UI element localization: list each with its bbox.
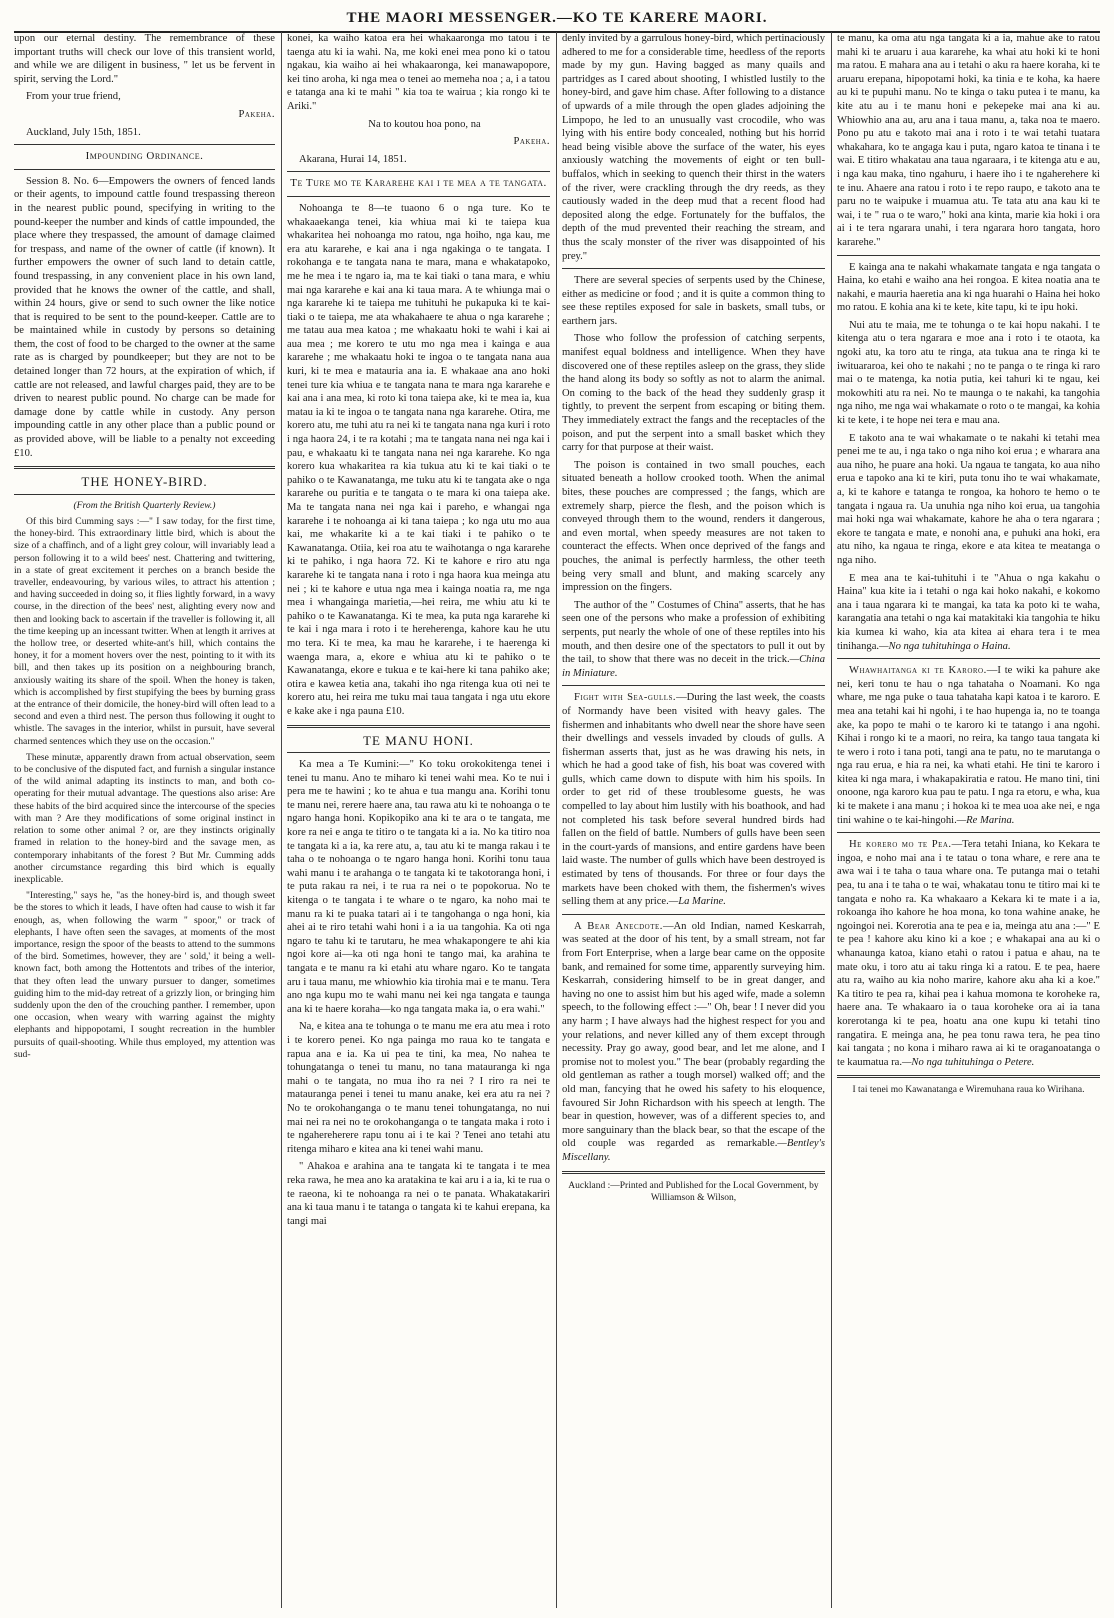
serpents-paragraph: Those who follow the profession of catching serpents, manifest equal boldness and intelligence. When they have discovered one of these reptiles asleep on the grass, they slide the hand along its body so softly as not to alarm the animal. On coming to the back of the head they suddenly grasp it tightly, to prevent the serpent from escaping or biting them. They immediately extract the fangs and the receptacles of the poison, and put the serpent into a small basket which they carry for that purpose at their waist. <box>562 333 825 454</box>
karoro-source: —Re Marina. <box>956 814 1015 826</box>
karoro-article <box>837 664 1100 827</box>
letter-date-maori: Akarana, Hurai 14, 1851. <box>299 153 407 165</box>
columns <box>14 32 1100 1608</box>
letter-closing-maori: konei, ka waiho katoa era hei whakaaronga mo tatou i te taenga atu ki ia wahi. Na, me koki enei mea pono ki o tatou ngakau, kia waiho ai hei whakaaronga, kei manawapopore, kei tino aroha, ki nga mea o tenei ao memeha noa ; a, i a tatou e tatanga ana ki te mahi " kia toa te wairua ; kia rongo ki te Ariki." <box>287 33 550 112</box>
pea-source: —No nga tuhituhinga o Petere. <box>902 1056 1035 1068</box>
pea-lead: He korero mo te Pea. <box>849 839 952 851</box>
divider <box>287 171 550 172</box>
imprint: Auckland :—Printed and Published for the Local Government, by Williamson & Wilson, <box>568 1180 819 1203</box>
manu-honi-title: TE MANU HONI. <box>363 732 474 748</box>
seagulls-source: —La Marine. <box>668 896 726 908</box>
bear-article <box>562 920 825 1165</box>
divider <box>837 658 1100 659</box>
manu-honi-paragraph: Na, e kitea ana te tohunga o te manu me era atu mea i roto i te korero penei. Ko nga painga mo raua ko te tangata e rapua ana e ia. Ka ui pea te tini, ka mea, No nahea te tohungatanga o tenei tu manu, no tana matauranga ki nga mahi o te tangata, no mua iho ra nei ? I riro ra nei te matauranga penei i tenei tu manu anake, kei era atu ra nei ? No te orokohanganga o te manu tenei tohungatanga, no nui mai nei ra nei no te orokohanganga o te tangata maka i roto i te ngahereherere rapu tonu ai i te kai ? Tenei ano tetahi atu ritenga miharo e kitea ana ki tenei wahi manu. <box>287 1021 550 1155</box>
letter-date: Auckland, July 15th, 1851. <box>26 126 141 138</box>
divider <box>837 255 1100 256</box>
seagulls-text: —During the last week, the coasts of Normandy have been visited with heavy gales. The fishermen and inhabitants who dwell near the shore have seen their dwellings and vessels invaded by clouds of gulls. A fisherman asserts that, just as he was drawing his nets, in which he had a good take of fish, his boat was covered with gulls, which came down to dispute with him his spoils. In order to get rid of these troublesome guests, he was compelled to lay about him lustily with his boathook, and had not completed his task before several hundred birds had fallen on the field of battle. Numbers of gulls have been seen in the court-yards of mansions, and entire gardens have been laid waste. The number of gulls which have been destroyed is estimated by tens of thousands. For three or four days the markets have been choked with them, the fishermen's wives selling them at any price. <box>562 692 825 908</box>
divider <box>837 832 1100 833</box>
pea-article <box>837 838 1100 1069</box>
manu-honi-continuation: te manu, ka oma atu nga tangata ki a ia, mahue ake to ratou mahi ki te aruaru i aua kararehe, ka whai atu hoki ki te honi ma ratou. E mahara ana au i tetahi o aku ra haere koraha, ki te aruaru erepana, hipopotami hoki, ka tinia e te koha, ka haere au ki te pupuhi manu. No te kinga o taku putea i te manu, ka kite atu au i te manu honi e pekepeke mai ana ki au. Whiowhio ana au, aru ana i taua manu, a, taka noa te maero. Pono pu atu e takoto mai ana i roto i te wai tetahi tuatara whakahara, ko te angaga kau i puta, ngaro katoa te tinana i te wai. E titiro whakatau ana taua ngaraara, i te kitenga atu e au, i nga kau maka, tino ngahuru, i haere iho i te ngahereherе ki te inu. Ahaere ana ratou i roto i te repo raupo, e takoto ana te paru no te waipuke i muamua atu. Te tata atu ana kau ki te wai, i te " rua o te waro," hoki ana kinta, marie kia hoki i ora ai i te tera ngarara unahi, i tera ngarara horo tangata, horo kararehe." <box>837 33 1100 248</box>
column-rule <box>281 32 282 1608</box>
column-rule <box>831 32 832 1608</box>
karoro-lead: Whawhaitanga ki te Karoro. <box>849 665 987 677</box>
honeybird-title: THE HONEY-BIRD. <box>81 474 208 490</box>
manu-honi-paragraph: Ka mea a Te Kumini:—" Ko toku orokokitenga tenei i tenei tu manu. Ano te miharo ki tenei wahi mea. Ko te nui i pera me te hawini ; ko te ahua e tua mangu ana. Korihi tonu te manu nei, rerere haere ana, tau rawa atu ki te nohoanga o te ngaro hanga honi. Kopikopiko ana ki te ara o te tangata, me kore ra nei e anga te titiro o te tangata ki a ia. No ka titiro noa te tangata ki a ia, ka rere atu, a, tau atu ki te manga rakau i te taha o te nohoanga o te ngaro hanga honi. Korihi tonu taua wahi manu i te arahanga o te tangata ki te takotoranga honi, i te puta rakau ra nei, i te rua ra nei o te popokorua. No te kitenga o te tangata i te whare o te ngaro, ka noho mai te manu ra ki te puaka tatari ai i te tangohanga o nga honi, kia ahei ai te riro tetahi wahi honi i a ia ua tangohia. Ka oti nga ngaro te tahu ki te tarutaru, he mea whakapongere te ahi kia ngoi kore ai—ka oti nga honi te tango mai, ka arahina te tangata e te manu ra ki etahi atu whare ngaro. Ko te tangata aru i taua manu, me whiowhio kia tirohia mai e te manu. Tera ano nga kupu mo te wahi manu nei kei nga tangata e taunga ana ki te haere koraha—ko nga tangata maka ia, o era wahi." <box>287 759 550 1015</box>
seagulls-lead: Fight with Sea-gulls. <box>574 692 677 704</box>
serpents-source: —China in Miniature. <box>562 654 825 679</box>
haina-paragraph: E takoto ana te wai whakamate o te nakahi ki tetahi mea penei me te au, i nga tako o nga niho koi erua ; e wharara ana aua niho, he puare ana hoki. Ua ngaua te tangata, ko aua niho erua e tapoko ana ki te kiri, puta tonu iho te wai whakamate, a, ki te kahore e tatanga te rongoa, ka hohoro te hemo o te tangata i ngaua ra. Ua unuhia nga niho koi erua, ua tangohia mai hoki nga wai whakamate, kahore he aha o tera ngarara ; ekore te tangata e mate, e nonohi ana, e puhuki ana hoki, era atu niho, ka ngaua te ringa, ekore e ata kitea te meatanga o nga niho. <box>837 432 1100 566</box>
honeybird-continuation: denly invited by a garrulous honey-bird, which pertinaciously adhered to me for a considerable time, heedless of the reports made by my gun. Having bagged as many quails and partridges as I cared about shooting, I whistled lustily to the honey-bird, and gave him chase. After following to a distance of upwards of a mile through the open glades adjoining the Limpopo, he led to an unusually vast crocodile, who was lying with his entire body concealed, nothing but his horrid head being visible above the surface of the water, his eyes anxiously watching the movements of eight or ten bull-buffalos, which in seeking to quench their thirst in the waters of the river, were crackling through the dry reeds, as they cautiously waded in the deep mud that a recent flood had deposited along the edge. Fortunately for the buffalos, the depth of the mud prevented their reaching the stream, and thus the scaly monster of the river was disappointed of his prey." <box>562 33 825 262</box>
manu-honi-paragraph: " Ahakoa e arahina ana te tangata ki te tangata i te mea reka rawa, he mea ano ka aratakina te kai aru i a ia, ki te rua o te raeona, ki te nohoanga ra nei o te panata. Whakatakariri ana ki taua manu i te tatanga o tangata ki te kahui erepana, ka tangi mai <box>287 1161 550 1227</box>
ture-text: Nohoanga te 8—te tuaono 6 o nga ture. Ko te whakaaekanga tenei, kia whiua mai ki te taiepa kua whakaritea hei nohoanga mo ratou, nga hoiho, nga kau, me era atu kararehe, e kai ana i nga ngakinga o te tangata. I rokohanga e te tangata nana te mara, mana e whakatapoko, me he mea i te ngaro ia, ma te kai tiaki o tana mara, e whiu mai nga kararehe e kai ana ki taua mara. A te whiunga mai o nga kararehe ki te taiepa me tuhituhi he pukapuka ki te kai-tiaki o te taiepa, me ata whakahaere te ahua o nga kararehe ; me tatau aua mea katoa ; me whakaatu hoki te wahi i kai ai aua mea ; me korero te utu mo nga mea i kainga e aua kararehe ; me whakaatu hoki te ingoa o te tangata nana aua kuri, ki te mea e matauria ana ia. E whakaae ana ano hoki tenei ture kia whiua e te tangata nana te mara nga kararehe e kai ana i ana mea, ki roto ki tona taiepa ake, ki te mea ia, kua matau ia ki te ingoa o te tangata nana nga kararehe. Otira, me korero atu, me tuhi atu ra nei ki te tangata nana nga kuri i roto i nga haora 24, i te ra kotahi ; ma te tangata nana nei nga kai i pau, e whakaatu ki te tangata nana nei nga kararehe. Ko nga korero kua whakaritea ra kia tukua atu ki te kai tiaki o te pahiko o te Kawanatanga, me tuku atu ki te tangata ake o nga kararehe ou puritia e te tangata o te mara ki ona taiepa ake. Ma te tangata nana nei nga kai i pareho, e whangai nga kararehe i te nohoanga ai ki tana taiepa ; ko nga utu mo aua kai, me whakarite ki a te kai tiaki i te pahiko o te Kawanatanga. Otiia, kei roa atu te waihotanga o nga kararehe ki te pahiko, i nga haora 72. Ki te kahore e riro atu nga kararehe ki te tangata nana i roto i nga haora kua meinga atu nei ; ki te kahore e utua nga mea i kainga noatia ra, me nga mea i whangainga marietia,—hei reira, me whiu atu ki te pahiko o te Kawanatanga. Ki te mea, ka puta nga kararehe ki te kai i nga mara i roto i te hereherenga, kahore kau he utu mo tera. Ki te mea, ka mau he kararehe, i te haerenga ki waenga mara, a, ekore e whiua atu ki te pahiko o te Kawanatanga, ekore e tukua e te kai-here ki tana pahiko ake; otira e kawea ketia ana, takahi iho nga ritenga kua oti nei te korero atu, hei reira me tuku mai taua tangata i nga utu ekore e kake ake i nga pauna £10. <box>287 202 550 717</box>
letter-signature: Pakeha. <box>238 108 275 120</box>
bear-lead: A Bear Anecdote. <box>574 920 663 932</box>
letter-valediction: From your true friend, <box>26 91 121 103</box>
column-4 <box>837 32 1100 1608</box>
divider <box>14 494 275 495</box>
bear-source: —Bentley's Miscellany. <box>562 1138 825 1163</box>
divider <box>837 1075 1100 1078</box>
honeybird-paragraph: These minutæ, apparently drawn from actual observation, seem to be conclusive of the disputed fact, and furnish a singular instance of the wild animal adapting its instincts to man, and both co-operating for their mutual advantage. The questions also arise: Are these habits of the bird acquired since the intercourse of the species with man ? Are they modifications of some original instinct in relation to some other animal ? or, are they instincts originally framed in relation to the honey-bird and the savage men, as contemporary inhabitants of the forest ? But Mr. Cumming adds another circumstance regarding this bird which is equally inexplicable. <box>14 751 275 885</box>
letter-valediction-maori: Na to koutou hoa pono, na <box>368 118 481 130</box>
imprint-maori: I tai tenei mo Kawanatanga e Wiremuhana raua ko Wirihana. <box>852 1085 1085 1096</box>
divider <box>14 466 275 469</box>
divider <box>14 144 275 145</box>
serpents-text: The author of the " Costumes of China" asserts, that he has seen one of the persons who make a profession of exhibiting serpents, put nearly the whole of one of these reptiles into his mouth, and then desire one of the spectators to pull it out by the tail, to show that there was no deceit in the trick. <box>562 599 825 666</box>
ture-heading: Te Ture mo te Kararehe kai i te mea a te tangata. <box>290 177 547 190</box>
divider <box>562 1171 825 1174</box>
divider <box>14 169 275 170</box>
serpents-paragraph <box>562 599 825 681</box>
divider <box>562 268 825 269</box>
divider <box>287 752 550 753</box>
masthead: THE MAORI MESSENGER.—KO TE KARERE MAORI. <box>14 8 1100 33</box>
column-2 <box>287 32 550 1608</box>
serpents-paragraph: There are several species of serpents used by the Chinese, either as medicine or food ; and it is quite a common thing to see these reptiles exposed for sale in baskets, small tubs, or earthern jars. <box>562 275 825 327</box>
seagulls-article <box>562 691 825 909</box>
column-rule <box>556 32 557 1608</box>
bear-text: —An old Indian, named Keskarrah, was seated at the door of his tent, by a small stream, not far from Fort Enterprise, when a large bear came on the opposite bank, and remained for some time, apparently surveying him. Keskarrah, considering himself to be in great danger, and having no one to assist him but his aged wife, made a solemn speech, to the following effect :—" Oh, bear ! I never did you any harm ; I have always had the highest respect for you and your relations, and never killed any of them except through necessity. Pray go away, good bear, and let me alone, and I promise not to molest you." The bear (probably regarding the old gentleman as rather a tough morsel) walked off; and the old man, fancying that he owed his safety to his eloquence, favoured Sir John Richardson with his speech at length. The bear in question, however, was of a different species to, and more sanguinary than the black bear, so that the escape of the old couple was regarded as remarkable. <box>562 920 825 1150</box>
karoro-text: —I te wiki ka pahure ake nei, keri tonu te hau o nga tahataha o Noamani. Ko nga whare, me nga puke o taua tahataha kapi katoa i te karoro. E mea ana tetahi kai hi ngohi, i te hao hupenga ia, no te toanga ake, ka popo te mahi o te karoro ki te tatango i ana ngohi. Kihai i rongo ki te a maori, no reira, ka tango taua tangata ki te wero i roto i tana poti, tangi ana te patu, no te marutanga o nga rau erua, e hia ra nei, ka whati etahi. He tini te karoro i kitea ki nga mara, i whakapakiratia e ratou. He mano tini, tini onoone, nga karoro kua pau te patu. I nga ra etoru, e wha, kua ki te makete i ana manu ; i hokoa ki te mea uoa ake nei, e nga tini wahine o te kai-hingohi. <box>837 665 1100 826</box>
ordinance-heading: Impounding Ordinance. <box>85 150 204 163</box>
divider <box>287 725 550 728</box>
honeybird-paragraph: "Interesting," says he, "as the honey-bird is, and though sweet be the stores to which it leads, I have often had cause to wish it far enough, as, when following the warm " spoor," or track of elephants, I have often seen the savages, at moments of the most importance, resign the spoor of the beasts to attend to the summons of the bird. Sometimes, however, they are ' sold,' it being a well-known fact, both among the Hottentots and tribes of the interior, that they often lead the unwary pursuer to danger, sometimes guiding him to the mid-day retreat of a grizzly lion, or bringing him suddenly upon the den of the crouching panther. I remember, upon one occasion, when weary with warring against the mighty elephants and hippopotami, I sought recreation in the humbler pursuits of quail-shooting. While thus employed, my attention was sud- <box>14 890 275 1060</box>
letter-signature-maori: Pakeha. <box>513 136 550 148</box>
honeybird-paragraph: Of this bird Cumming says :—" I saw today, for the first time, the honey-bird. This extraordinary little bird, which is about the size of a chaffinch, and of a light grey colour, will invariably lead a person following it to a wild bees' nest. Chattering and twittering, in a state of great excitement it perches on a branch beside the traveller, endeavouring, by various wiles, to attract his attention ; and having succeeded in doing so, it flies lightly forward, in a wavy course, in the direction of the bees' nest, alighting every now and then and looking back to ascertain if the traveller is following it, all the time keeping up an incessant twitter. When at length it arrives at the hollow tree, or deserted white-ant's hill, which contains the honey, it for a moment hovers over the nest, pointing to it with its bill, and then takes up its position on a neighbouring branch, anxiously waiting its share of the spoil. When the honey is taken, which is accomplished by first stupifying the bees by burning grass at the entrance of their domicile, the honey-bird will often lead to a second and even a third nest. The person thus following it ought to whistle. The savages in the interior, whilst in pursuit, have several charmed sentences which they use on the occasion." <box>14 516 275 747</box>
divider <box>287 196 550 197</box>
column-1 <box>14 32 275 1608</box>
honeybird-source: (From the British Quarterly Review.) <box>73 499 216 511</box>
haina-text: E mea ana te kai-tuhituhi i te "Ahua o nga kakahu o Haina" kua kite ia i tetahi o nga kai hoko nakahi, e kokomo ana i taua ngarara ki te mangai, ka tata ka poto ki te waha, karangatia ana tetahi o nga kai matakitaki kia tangohia te hiku kia kumea ki waho, kia ata kitea ai ehara tera i te mea tinihanga. <box>837 572 1100 652</box>
haina-paragraph: Nui atu te maia, me te tohunga o te kai hopu nakahi. I te kitenga atu o tera ngarara e moe ana i roto i te otaota, ka ngoki atu, ka toro atu te ringa, ata tukua ana te ringa ki te iwituararoa, kei oho te nakahi ; no te panga o te ringa ki raro mai o te matenga, ka notia putia, kei tahuri ki te ngau, kei mokowhiti atu ra nei. No te maunga o te nakahi, ka tangohia nga niho, me nga wai whakamate o roto o te mangai, ka kohia ki te kete, i te hope nei tera e mau ana. <box>837 319 1100 427</box>
haina-paragraph <box>837 572 1100 654</box>
serpents-paragraph: The poison is contained in two small pouches, each situated beneath a hollow crooked tooth. When the animal bites, these pouches are compressed ; the fangs, which are extremely sharp, pierce the flesh, and the poison which is conveyed through them to the wound, renders it dangerous, and even mortal, when speedy measures are not taken to counteract the effects. When once deprived of the fangs and pouches, the animal is perfectly harmless, the other teeth being very small and blunt, and making scarcely any impression on the fingers. <box>562 459 825 594</box>
letter-closing: upon our eternal destiny. The remembrance of these important truths will check our love of this transient world, and while we are diligent in business, " let us be fervent in spirit, serving the Lord." <box>14 33 275 85</box>
haina-source: —No nga tuhituhinga o Haina. <box>879 640 1011 652</box>
ordinance-text: Session 8. No. 6—Empowers the owners of fenced lands or their agents, to impound cattle found trespassing thereon in the nearest public pound, specifying in writing to the pound-keeper the number and kinds of cattle impounded, the place where they trespassed, the amount of damage claimed for trespass, and name of the owner of cattle (if known). It further empowers the owner of such land to detain cattle, found trespassing, in any convenient place in his own land, provided that he knows the owner of the cattle, and shall, within 24 hours, give or send to such owner the like notice that is required to be sent to the pound-keeper. Cattle are to be maintained while in custody by persons so detaining them, the cost of food to be charged to the owner at the same rate as is charged by poundkeeper; but they are not to be detained longer than 72 hours, at the expiration of which, if cattle are not released, and lawful charges paid, they are to be driven to nearest public pound. No charge can be made for damage done by cattle while in custody. Any person impounding cattle in any other place than a public pound or as provided above, will be liable to a penalty not exceeding £10. <box>14 175 275 459</box>
column-3 <box>562 32 825 1608</box>
haina-paragraph: E kainga ana te nakahi whakamate tangata e nga tangata o Haina, ko etahi e waiho ana hei rongoa. E kitea noatia ana te nakahi, e mauria haeretia ana ki nga huarahi o Haina hei hoko mo ratou. E kohia ana ki te kete, kite tapu, ki te ipu hoki. <box>837 261 1100 314</box>
pea-text: —Tera tetahi Iniana, ko Kekara te ingoa, e noho mai ana i te tatau o tona whare, e rere ana te awa wai i te taha o taua whare ona. Te putanga mai o tetahi pea, tu ana i te taha o te wai, whakatau tonu te titiro mai ki te tangata e noho ra. Ka whakaaro a Kekara ki te mate i a ia, rokoanga iho kahore he hoa mona, ko tona wahine anake, he ngoingoi nei. Korerotia ana te pea e ia, meinga atu ana :—" E te pea ! kahore aku kino ki a koe ; e whakapai ana au ki o whanaunga katoa, kiano etahi o ratou i patua e ahau, na te mate oku, i toro atu ai taku ringa ki a ratou. E te pea, haere atu ra, waiho au kia noho marire, kahore aku aha ki a koe." Ka titiro te pea ra, kihai pea i kahua momona te koroheke ra, haere ana. Te whakaaro ia o taua koroheke ora ai ia tana korerotanga ki te pea, hoatu ana one kupu ki tetahi tino rangatira. E meinga ana, he pea tonu rawa tera, he pea tino kai tangata ; no kona i miharo rawa ai ki te oraganoatanga o te kaumatua ra. <box>837 839 1100 1068</box>
divider <box>562 685 825 686</box>
divider <box>562 914 825 915</box>
